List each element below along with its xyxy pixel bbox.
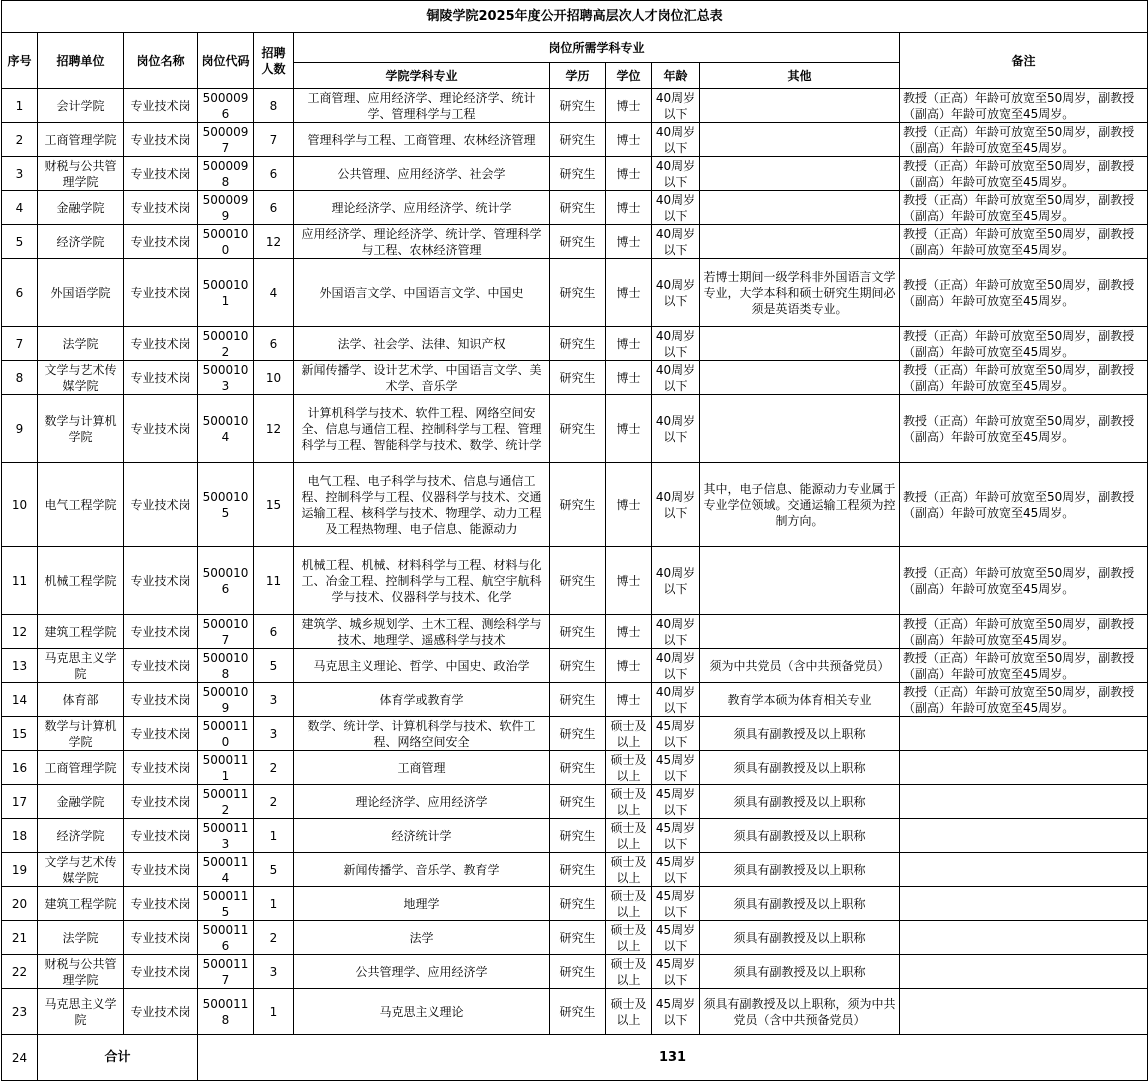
table-row — [2, 819, 1148, 853]
cell-age: 40周岁以下 — [652, 327, 700, 361]
cell-age: 40周岁以下 — [652, 123, 700, 157]
cell-other — [700, 547, 900, 615]
cell-edu: 研究生 — [550, 259, 606, 327]
cell-seq: 19 — [2, 853, 38, 887]
cell-seq: 3 — [2, 157, 38, 191]
cell-edu: 研究生 — [550, 989, 606, 1035]
cell-count: 3 — [254, 683, 294, 717]
cell-count: 2 — [254, 921, 294, 955]
cell-count: 8 — [254, 89, 294, 123]
cell-major: 新闻传播学、音乐学、教育学 — [294, 853, 550, 887]
table-row — [2, 785, 1148, 819]
cell-degree: 博士 — [606, 89, 652, 123]
cell-major: 马克思主义理论、哲学、中国史、政治学 — [294, 649, 550, 683]
cell-post: 专业技术岗 — [124, 649, 198, 683]
cell-unit: 工商管理学院 — [38, 751, 124, 785]
cell-edu: 研究生 — [550, 123, 606, 157]
header-remark: 备注 — [900, 33, 1148, 89]
cell-unit: 数学与计算机学院 — [38, 395, 124, 463]
cell-other: 若博士期间一级学科非外国语言文学专业，大学本科和硕士研究生期间必须是英语类专业。 — [700, 259, 900, 327]
cell-post: 专业技术岗 — [124, 989, 198, 1035]
cell-major: 经济统计学 — [294, 819, 550, 853]
cell-code: 5000100 — [198, 225, 254, 259]
cell-other: 其中，电子信息、能源动力专业属于专业学位领域。交通运输工程须为控制方向。 — [700, 463, 900, 547]
cell-unit: 马克思主义学院 — [38, 989, 124, 1035]
cell-seq: 18 — [2, 819, 38, 853]
cell-remark: 教授（正高）年龄可放宽至50周岁，副教授（副高）年龄可放宽至45周岁。 — [900, 463, 1148, 547]
table-row — [2, 463, 1148, 547]
cell-remark — [900, 853, 1148, 887]
cell-remark — [900, 819, 1148, 853]
cell-other: 须具有副教授及以上职称 — [700, 887, 900, 921]
cell-code: 5000106 — [198, 547, 254, 615]
cell-degree: 博士 — [606, 615, 652, 649]
cell-degree: 硕士及以上 — [606, 751, 652, 785]
cell-other: 须为中共党员（含中共预备党员） — [700, 649, 900, 683]
cell-remark — [900, 921, 1148, 955]
cell-age: 45周岁以下 — [652, 717, 700, 751]
cell-other — [700, 225, 900, 259]
cell-degree: 硕士及以上 — [606, 853, 652, 887]
cell-degree: 硕士及以上 — [606, 887, 652, 921]
cell-major: 体育学或教育学 — [294, 683, 550, 717]
cell-post: 专业技术岗 — [124, 327, 198, 361]
cell-other — [700, 191, 900, 225]
cell-degree: 博士 — [606, 683, 652, 717]
cell-code: 5000096 — [198, 89, 254, 123]
cell-count: 4 — [254, 259, 294, 327]
table-row — [2, 123, 1148, 157]
header-edu: 学历 — [550, 63, 606, 89]
cell-major: 理论经济学、应用经济学 — [294, 785, 550, 819]
cell-remark — [900, 887, 1148, 921]
header-post: 岗位名称 — [124, 33, 198, 89]
cell-degree: 博士 — [606, 547, 652, 615]
cell-post: 专业技术岗 — [124, 547, 198, 615]
cell-edu: 研究生 — [550, 717, 606, 751]
cell-count: 1 — [254, 819, 294, 853]
cell-seq: 15 — [2, 717, 38, 751]
cell-count: 5 — [254, 853, 294, 887]
cell-unit: 外国语学院 — [38, 259, 124, 327]
cell-count: 11 — [254, 547, 294, 615]
cell-seq: 8 — [2, 361, 38, 395]
cell-unit: 文学与艺术传媒学院 — [38, 853, 124, 887]
header-other: 其他 — [700, 63, 900, 89]
cell-major: 地理学 — [294, 887, 550, 921]
cell-other: 须具有副教授及以上职称，须为中共党员（含中共预备党员） — [700, 989, 900, 1035]
cell-edu: 研究生 — [550, 547, 606, 615]
cell-unit: 建筑工程学院 — [38, 887, 124, 921]
cell-degree: 硕士及以上 — [606, 921, 652, 955]
table-row — [2, 649, 1148, 683]
cell-age: 40周岁以下 — [652, 615, 700, 649]
cell-degree: 博士 — [606, 649, 652, 683]
cell-post: 专业技术岗 — [124, 157, 198, 191]
table-row — [2, 955, 1148, 989]
cell-degree: 硕士及以上 — [606, 819, 652, 853]
cell-age: 40周岁以下 — [652, 395, 700, 463]
cell-post: 专业技术岗 — [124, 123, 198, 157]
table-row — [2, 259, 1148, 327]
cell-unit: 法学院 — [38, 921, 124, 955]
cell-edu: 研究生 — [550, 683, 606, 717]
cell-major: 法学、社会学、法律、知识产权 — [294, 327, 550, 361]
cell-age: 45周岁以下 — [652, 921, 700, 955]
cell-major: 数学、统计学、计算机科学与技术、软件工程、网络空间安全 — [294, 717, 550, 751]
cell-post: 专业技术岗 — [124, 955, 198, 989]
cell-other: 须具有副教授及以上职称 — [700, 921, 900, 955]
cell-code: 5000107 — [198, 615, 254, 649]
cell-seq: 7 — [2, 327, 38, 361]
cell-degree: 博士 — [606, 327, 652, 361]
table-row — [2, 225, 1148, 259]
cell-unit: 金融学院 — [38, 191, 124, 225]
cell-post: 专业技术岗 — [124, 751, 198, 785]
cell-other: 教育学本硕为体育相关专业 — [700, 683, 900, 717]
cell-unit: 财税与公共管理学院 — [38, 955, 124, 989]
cell-code: 5000118 — [198, 989, 254, 1035]
cell-remark: 教授（正高）年龄可放宽至50周岁，副教授（副高）年龄可放宽至45周岁。 — [900, 361, 1148, 395]
cell-seq: 22 — [2, 955, 38, 989]
header-code: 岗位代码 — [198, 33, 254, 89]
cell-post: 专业技术岗 — [124, 225, 198, 259]
table-row — [2, 989, 1148, 1035]
cell-post: 专业技术岗 — [124, 463, 198, 547]
cell-remark — [900, 955, 1148, 989]
cell-other — [700, 361, 900, 395]
cell-post: 专业技术岗 — [124, 717, 198, 751]
cell-unit: 数学与计算机学院 — [38, 717, 124, 751]
cell-seq: 23 — [2, 989, 38, 1035]
cell-post: 专业技术岗 — [124, 921, 198, 955]
cell-unit: 机械工程学院 — [38, 547, 124, 615]
cell-count: 3 — [254, 717, 294, 751]
cell-other: 须具有副教授及以上职称 — [700, 785, 900, 819]
cell-age: 40周岁以下 — [652, 191, 700, 225]
cell-seq: 2 — [2, 123, 38, 157]
cell-seq: 12 — [2, 615, 38, 649]
cell-age: 45周岁以下 — [652, 955, 700, 989]
cell-unit: 法学院 — [38, 327, 124, 361]
cell-post: 专业技术岗 — [124, 785, 198, 819]
cell-major: 工商管理 — [294, 751, 550, 785]
table-row — [2, 547, 1148, 615]
cell-code: 5000103 — [198, 361, 254, 395]
table-row — [2, 887, 1148, 921]
cell-other — [700, 615, 900, 649]
cell-edu: 研究生 — [550, 89, 606, 123]
cell-code: 5000114 — [198, 853, 254, 887]
cell-remark — [900, 785, 1148, 819]
cell-remark — [900, 751, 1148, 785]
cell-count: 3 — [254, 955, 294, 989]
cell-unit: 会计学院 — [38, 89, 124, 123]
total-label: 合计 — [38, 1035, 198, 1081]
cell-edu: 研究生 — [550, 649, 606, 683]
cell-remark: 教授（正高）年龄可放宽至50周岁，副教授（副高）年龄可放宽至45周岁。 — [900, 157, 1148, 191]
cell-edu: 研究生 — [550, 463, 606, 547]
cell-post: 专业技术岗 — [124, 615, 198, 649]
cell-degree: 硕士及以上 — [606, 717, 652, 751]
cell-count: 15 — [254, 463, 294, 547]
cell-count: 1 — [254, 887, 294, 921]
cell-seq: 9 — [2, 395, 38, 463]
cell-code: 5000116 — [198, 921, 254, 955]
cell-major: 公共管理、应用经济学、社会学 — [294, 157, 550, 191]
table-row — [2, 717, 1148, 751]
table-row — [2, 157, 1148, 191]
cell-remark: 教授（正高）年龄可放宽至50周岁，副教授（副高）年龄可放宽至45周岁。 — [900, 191, 1148, 225]
cell-unit: 经济学院 — [38, 225, 124, 259]
cell-unit: 电气工程学院 — [38, 463, 124, 547]
header-count: 招聘人数 — [254, 33, 294, 89]
cell-degree: 博士 — [606, 259, 652, 327]
table-row — [2, 361, 1148, 395]
cell-code: 5000101 — [198, 259, 254, 327]
cell-other — [700, 157, 900, 191]
cell-degree: 博士 — [606, 395, 652, 463]
cell-edu: 研究生 — [550, 785, 606, 819]
cell-remark: 教授（正高）年龄可放宽至50周岁，副教授（副高）年龄可放宽至45周岁。 — [900, 547, 1148, 615]
table-row — [2, 395, 1148, 463]
table-row — [2, 327, 1148, 361]
cell-remark — [900, 717, 1148, 751]
cell-seq: 1 — [2, 89, 38, 123]
cell-remark: 教授（正高）年龄可放宽至50周岁，副教授（副高）年龄可放宽至45周岁。 — [900, 225, 1148, 259]
cell-major: 管理科学与工程、工商管理、农林经济管理 — [294, 123, 550, 157]
cell-major: 电气工程、电子科学与技术、信息与通信工程、控制科学与工程、仪器科学与技术、交通运输工程、核科学与技术、物理学、动力工程及工程热物理、电子信息、能源动力 — [294, 463, 550, 547]
cell-edu: 研究生 — [550, 887, 606, 921]
header-age: 年龄 — [652, 63, 700, 89]
cell-edu: 研究生 — [550, 819, 606, 853]
cell-edu: 研究生 — [550, 361, 606, 395]
table-row — [2, 853, 1148, 887]
cell-degree: 博士 — [606, 191, 652, 225]
cell-code: 5000112 — [198, 785, 254, 819]
cell-other: 须具有副教授及以上职称 — [700, 717, 900, 751]
cell-seq: 17 — [2, 785, 38, 819]
cell-other: 须具有副教授及以上职称 — [700, 955, 900, 989]
cell-degree: 硕士及以上 — [606, 955, 652, 989]
cell-major: 建筑学、城乡规划学、土木工程、测绘科学与技术、地理学、遥感科学与技术 — [294, 615, 550, 649]
table-row — [2, 615, 1148, 649]
cell-seq: 16 — [2, 751, 38, 785]
cell-edu: 研究生 — [550, 955, 606, 989]
cell-degree: 博士 — [606, 225, 652, 259]
table-row — [2, 921, 1148, 955]
cell-remark — [900, 989, 1148, 1035]
cell-code: 5000097 — [198, 123, 254, 157]
cell-degree: 博士 — [606, 157, 652, 191]
cell-count: 7 — [254, 123, 294, 157]
cell-count: 5 — [254, 649, 294, 683]
cell-remark: 教授（正高）年龄可放宽至50周岁，副教授（副高）年龄可放宽至45周岁。 — [900, 259, 1148, 327]
cell-count: 12 — [254, 395, 294, 463]
cell-count: 2 — [254, 785, 294, 819]
recruitment-table — [1, 0, 1148, 1081]
cell-seq: 14 — [2, 683, 38, 717]
cell-major: 法学 — [294, 921, 550, 955]
cell-remark: 教授（正高）年龄可放宽至50周岁，副教授（副高）年龄可放宽至45周岁。 — [900, 89, 1148, 123]
cell-edu: 研究生 — [550, 615, 606, 649]
cell-major: 新闻传播学、设计艺术学、中国语言文学、美术学、音乐学 — [294, 361, 550, 395]
cell-edu: 研究生 — [550, 921, 606, 955]
header-major: 学院学科专业 — [294, 63, 550, 89]
cell-remark: 教授（正高）年龄可放宽至50周岁，副教授（副高）年龄可放宽至45周岁。 — [900, 615, 1148, 649]
table-row — [2, 683, 1148, 717]
cell-major: 计算机科学与技术、软件工程、网络空间安全、信息与通信工程、控制科学与工程、管理科学与工程、智能科学与技术、数学、统计学 — [294, 395, 550, 463]
cell-post: 专业技术岗 — [124, 361, 198, 395]
cell-seq: 6 — [2, 259, 38, 327]
cell-remark: 教授（正高）年龄可放宽至50周岁，副教授（副高）年龄可放宽至45周岁。 — [900, 649, 1148, 683]
cell-age: 40周岁以下 — [652, 361, 700, 395]
cell-unit: 建筑工程学院 — [38, 615, 124, 649]
cell-age: 40周岁以下 — [652, 463, 700, 547]
cell-major: 理论经济学、应用经济学、统计学 — [294, 191, 550, 225]
cell-post: 专业技术岗 — [124, 853, 198, 887]
cell-degree: 博士 — [606, 123, 652, 157]
cell-remark: 教授（正高）年龄可放宽至50周岁，副教授（副高）年龄可放宽至45周岁。 — [900, 327, 1148, 361]
cell-code: 5000099 — [198, 191, 254, 225]
table-title: 铜陵学院2025年度公开招聘高层次人才岗位汇总表 — [2, 1, 1148, 33]
cell-count: 6 — [254, 157, 294, 191]
cell-code: 5000108 — [198, 649, 254, 683]
cell-age: 40周岁以下 — [652, 225, 700, 259]
cell-code: 5000115 — [198, 887, 254, 921]
cell-count: 6 — [254, 615, 294, 649]
cell-unit: 工商管理学院 — [38, 123, 124, 157]
cell-edu: 研究生 — [550, 751, 606, 785]
cell-edu: 研究生 — [550, 327, 606, 361]
cell-remark: 教授（正高）年龄可放宽至50周岁，副教授（副高）年龄可放宽至45周岁。 — [900, 683, 1148, 717]
cell-code: 5000098 — [198, 157, 254, 191]
cell-other — [700, 327, 900, 361]
cell-age: 40周岁以下 — [652, 259, 700, 327]
cell-age: 45周岁以下 — [652, 887, 700, 921]
total-seq: 24 — [2, 1035, 38, 1081]
cell-seq: 10 — [2, 463, 38, 547]
cell-other — [700, 89, 900, 123]
cell-degree: 硕士及以上 — [606, 989, 652, 1035]
cell-other: 须具有副教授及以上职称 — [700, 819, 900, 853]
cell-degree: 硕士及以上 — [606, 785, 652, 819]
cell-remark: 教授（正高）年龄可放宽至50周岁，副教授（副高）年龄可放宽至45周岁。 — [900, 123, 1148, 157]
cell-post: 专业技术岗 — [124, 683, 198, 717]
cell-edu: 研究生 — [550, 853, 606, 887]
cell-edu: 研究生 — [550, 225, 606, 259]
cell-count: 2 — [254, 751, 294, 785]
cell-post: 专业技术岗 — [124, 395, 198, 463]
cell-seq: 5 — [2, 225, 38, 259]
cell-unit: 文学与艺术传媒学院 — [38, 361, 124, 395]
header-degree: 学位 — [606, 63, 652, 89]
cell-code: 5000113 — [198, 819, 254, 853]
table-row — [2, 191, 1148, 225]
cell-code: 5000111 — [198, 751, 254, 785]
cell-count: 12 — [254, 225, 294, 259]
cell-other — [700, 123, 900, 157]
cell-major: 应用经济学、理论经济学、统计学、管理科学与工程、农林经济管理 — [294, 225, 550, 259]
cell-remark: 教授（正高）年龄可放宽至50周岁，副教授（副高）年龄可放宽至45周岁。 — [900, 395, 1148, 463]
cell-age: 45周岁以下 — [652, 853, 700, 887]
cell-major: 马克思主义理论 — [294, 989, 550, 1035]
cell-other: 须具有副教授及以上职称 — [700, 751, 900, 785]
cell-post: 专业技术岗 — [124, 191, 198, 225]
cell-age: 40周岁以下 — [652, 157, 700, 191]
cell-count: 6 — [254, 327, 294, 361]
cell-code: 5000105 — [198, 463, 254, 547]
cell-age: 45周岁以下 — [652, 785, 700, 819]
cell-age: 40周岁以下 — [652, 649, 700, 683]
cell-age: 40周岁以下 — [652, 547, 700, 615]
table-row — [2, 751, 1148, 785]
cell-code: 5000102 — [198, 327, 254, 361]
cell-seq: 11 — [2, 547, 38, 615]
table-row — [2, 89, 1148, 123]
cell-major: 机械工程、机械、材料科学与工程、材料与化工、冶金工程、控制科学与工程、航空宇航科学与技术、仪器科学与技术、化学 — [294, 547, 550, 615]
cell-post: 专业技术岗 — [124, 887, 198, 921]
cell-major: 工商管理、应用经济学、理论经济学、统计学、管理科学与工程 — [294, 89, 550, 123]
cell-unit: 金融学院 — [38, 785, 124, 819]
cell-unit: 体育部 — [38, 683, 124, 717]
cell-major: 公共管理学、应用经济学 — [294, 955, 550, 989]
cell-edu: 研究生 — [550, 395, 606, 463]
cell-code: 5000117 — [198, 955, 254, 989]
total-value: 131 — [198, 1035, 1148, 1081]
header-seq: 序号 — [2, 33, 38, 89]
header-unit: 招聘单位 — [38, 33, 124, 89]
cell-seq: 21 — [2, 921, 38, 955]
cell-unit: 马克思主义学院 — [38, 649, 124, 683]
cell-seq: 4 — [2, 191, 38, 225]
cell-age: 40周岁以下 — [652, 683, 700, 717]
cell-edu: 研究生 — [550, 191, 606, 225]
cell-seq: 13 — [2, 649, 38, 683]
cell-code: 5000110 — [198, 717, 254, 751]
cell-age: 45周岁以下 — [652, 819, 700, 853]
cell-age: 45周岁以下 — [652, 751, 700, 785]
cell-age: 45周岁以下 — [652, 989, 700, 1035]
cell-age: 40周岁以下 — [652, 89, 700, 123]
cell-edu: 研究生 — [550, 157, 606, 191]
header-req-group: 岗位所需学科专业 — [294, 33, 900, 63]
cell-other — [700, 395, 900, 463]
cell-seq: 20 — [2, 887, 38, 921]
cell-count: 1 — [254, 989, 294, 1035]
cell-other: 须具有副教授及以上职称 — [700, 853, 900, 887]
cell-unit: 经济学院 — [38, 819, 124, 853]
cell-degree: 博士 — [606, 361, 652, 395]
cell-unit: 财税与公共管理学院 — [38, 157, 124, 191]
cell-post: 专业技术岗 — [124, 89, 198, 123]
cell-code: 5000109 — [198, 683, 254, 717]
cell-post: 专业技术岗 — [124, 259, 198, 327]
cell-major: 外国语言文学、中国语言文学、中国史 — [294, 259, 550, 327]
cell-post: 专业技术岗 — [124, 819, 198, 853]
cell-count: 10 — [254, 361, 294, 395]
cell-degree: 博士 — [606, 463, 652, 547]
cell-code: 5000104 — [198, 395, 254, 463]
cell-count: 6 — [254, 191, 294, 225]
